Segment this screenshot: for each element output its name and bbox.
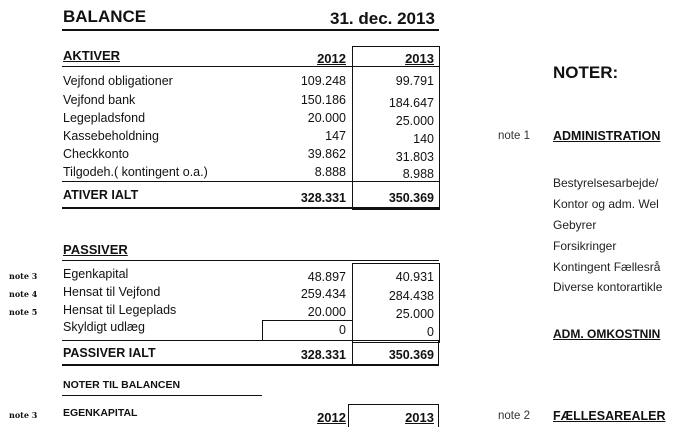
row-note: note 5 bbox=[9, 307, 38, 317]
balance-date: 31. dec. 2013 bbox=[330, 9, 435, 28]
egenkapital-label: EGENKAPITAL bbox=[63, 407, 138, 419]
table-row-2013: 31.803 bbox=[395, 150, 434, 164]
title-rule bbox=[62, 29, 439, 31]
list-item: Gebyrer bbox=[553, 218, 597, 232]
table-row-2012: 150.186 bbox=[300, 93, 346, 107]
passiver-total-2013-left bbox=[352, 341, 353, 365]
egenkapital-col-top bbox=[348, 404, 438, 405]
note1-label: note 1 bbox=[498, 130, 530, 142]
aktiver-col-2012: 2012 bbox=[317, 51, 346, 66]
egenkapital-col-2013: 2013 bbox=[405, 410, 434, 425]
note1-heading: ADMINISTRATION bbox=[553, 129, 661, 143]
note2-heading: FÆLLESAREALER bbox=[553, 409, 666, 423]
table-row-2012: 39.862 bbox=[307, 147, 346, 161]
table-row-label: Hensat til Legeplads bbox=[63, 303, 177, 317]
egenkapital-col-right bbox=[438, 404, 439, 427]
table-row-2013: 8.988 bbox=[402, 167, 434, 181]
table-row-label: Vejfond obligationer bbox=[63, 74, 173, 88]
aktiver-total-2012: 328.331 bbox=[300, 191, 346, 205]
egenkapital-note: note 3 bbox=[9, 410, 38, 420]
table-row-2012: 8.888 bbox=[314, 165, 346, 179]
table-row-2013: 25.000 bbox=[395, 114, 434, 128]
cell-border-left bbox=[262, 320, 263, 341]
table-row-2013: 40.931 bbox=[395, 270, 434, 284]
passiver-heading: PASSIVER bbox=[63, 242, 128, 257]
table-row-2012: 147 bbox=[325, 129, 346, 143]
table-row-2012: 0 bbox=[339, 323, 346, 337]
table-row-label: Skyldigt udlæg bbox=[63, 320, 145, 334]
list-item: Kontor og adm. Wel bbox=[553, 197, 659, 211]
passiver-total-2013: 350.369 bbox=[388, 348, 434, 362]
table-row-2013: 99.791 bbox=[395, 74, 434, 88]
passiver-total-rule bbox=[62, 364, 439, 366]
table-row-label: Hensat til Vejfond bbox=[63, 285, 161, 299]
noter-title: NOTER: bbox=[553, 63, 619, 82]
list-item: Bestyrelsesarbejde/ bbox=[553, 176, 659, 190]
table-row-2013: 0 bbox=[427, 325, 434, 339]
table-row-2012: 109.248 bbox=[300, 74, 346, 88]
note2-label: note 2 bbox=[498, 410, 530, 422]
list-item: Kontingent Fællesrå bbox=[553, 260, 661, 274]
table-row-2013: 284.438 bbox=[388, 289, 434, 303]
adm-total-label: ADM. OMKOSTNIN bbox=[553, 327, 661, 341]
passiver-rows-rule bbox=[62, 340, 439, 341]
table-row-label: Tilgodeh.( kontingent o.a.) bbox=[63, 165, 208, 179]
table-row-2013: 25.000 bbox=[395, 307, 434, 321]
list-item: Forsikringer bbox=[553, 239, 617, 253]
noter-balancen-heading: NOTER TIL BALANCEN bbox=[63, 379, 181, 391]
table-row-2013: 140 bbox=[413, 132, 434, 146]
table-row-label: Vejfond bank bbox=[63, 93, 136, 107]
aktiver-total-2013: 350.369 bbox=[388, 191, 434, 205]
aktiver-2013-box bbox=[352, 46, 440, 210]
balance-title: BALANCE bbox=[63, 7, 147, 26]
table-row-2013: 184.647 bbox=[388, 96, 434, 110]
table-row-2012: 48.897 bbox=[307, 270, 346, 284]
row-note: note 4 bbox=[9, 289, 38, 299]
egenkapital-col-2012: 2012 bbox=[317, 410, 346, 425]
cell-border-top bbox=[262, 320, 352, 321]
table-row-2012: 20.000 bbox=[307, 111, 346, 125]
passiver-header-rule bbox=[62, 260, 439, 261]
table-row-2012: 259.434 bbox=[300, 287, 346, 301]
aktiver-col-2013: 2013 bbox=[405, 51, 434, 66]
egenkapital-col-left bbox=[348, 404, 349, 427]
aktiver-heading: AKTIVER bbox=[63, 48, 121, 63]
aktiver-total-label: ATIVER IALT bbox=[63, 188, 139, 202]
noter-balancen-rule bbox=[62, 395, 262, 396]
passiver-total-2013-right bbox=[438, 341, 439, 365]
table-row-label: Kassebeholdning bbox=[63, 129, 159, 143]
table-row-2012: 20.000 bbox=[307, 305, 346, 319]
list-item: Diverse kontorartikle bbox=[553, 280, 663, 294]
aktiver-rows-rule bbox=[62, 181, 439, 182]
table-row-label: Checkkonto bbox=[63, 147, 130, 161]
passiver-total-2012: 328.331 bbox=[300, 348, 346, 362]
table-row-label: Egenkapital bbox=[63, 267, 129, 281]
aktiver-total-rule bbox=[62, 207, 439, 209]
table-row-label: Legepladsfond bbox=[63, 111, 146, 125]
passiver-total-label: PASSIVER IALT bbox=[63, 346, 156, 360]
row-note: note 3 bbox=[9, 271, 38, 281]
